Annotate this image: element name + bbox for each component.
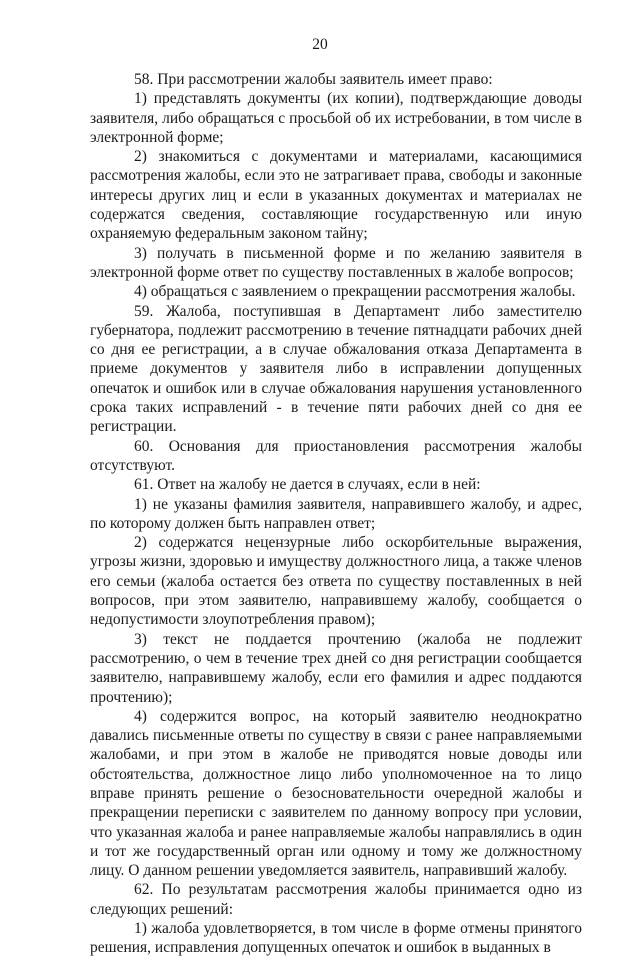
paragraph-58-item-4: 4) обращаться с заявлением о прекращении рассмотрения жалобы. [134,283,576,301]
paragraph-59: 59. Жалоба, поступившая в Департамент либо заместителю губернатора, подлежит рассмотрению в течение пятнадцати рабочих дней со дня ее регистрации, а в случае обжалования отказа Департамента в приеме документов у заявителя либо в исправлении допущенных опечаток и ошибок или в случае обжалования нарушения установленного срока таких исправлений - в течение пяти рабочих дней со дня ее регистрации. [90,302,582,436]
paragraph-60: 60. Основания для приостановления рассмотрения жалобы отсутствуют. [90,437,582,474]
paragraph-61-item-4: 4) содержится вопрос, на который заявителю неоднократно давались письменные ответы по существу в связи с ранее направляемыми жалобами, и при этом в жалобе не приводятся новые доводы или обстоятельства, должностное лицо либо уполномоченное на то лицо вправе принять решение о безосновательности очередной жалобы и прекращении переписки с заявителем по данному вопросу при условии, что указанная жалоба и ранее направляемые жалобы направлялись в один и тот же государственный орган или одному и тому же должностному лицу. О данном решении уведомляется заявитель, направивший жалобу. [90,707,582,880]
paragraph-61: 61. Ответ на жалобу не дается в случаях, если в ней: [134,476,481,494]
paragraph-61-item-3: 3) текст не поддается прочтению (жалоба не подлежит рассмотрению, о чем в течение трех дней со дня регистрации сообщается заявителю, направившему жалобу, если его фамилия и адрес поддаются прочтению); [90,630,582,706]
paragraph-58: 58. При рассмотрении жалобы заявитель имеет право: [134,71,493,88]
paragraph-62-item-1: 1) жалоба удовлетворяется, в том числе в форме отмены принятого решения, исправления допущенных опечаток и ошибок в выданных в [90,920,582,957]
paragraph-58-item-1: 1) представлять документы (их копии), подтверждающие доводы заявителя, либо обращаться с просьбой об их истребовании, в том числе в электронной форме; [90,90,582,146]
paragraph-61-item-1: 1) не указаны фамилия заявителя, направившего жалобу, и адрес, по которому должен быть направлен ответ; [90,495,582,532]
paragraph-58-item-3: 3) получать в письменной форме и по желанию заявителя в электронной форме ответ по существу поставленных в жалобе вопросов; [90,244,582,281]
paragraph-58-item-2: 2) знакомиться с документами и материалами, касающимися рассмотрения жалобы, если это не затрагивает права, свободы и законные интересы других лиц и если в указанных документах и материалах не содержатся сведения, составляющие государственную или иную охраняемую федеральным законом тайну; [90,148,582,243]
page-number: 20 [312,36,328,53]
document-body [90,70,582,958]
paragraph-61-item-2: 2) содержатся нецензурные либо оскорбительные выражения, угрозы жизни, здоровью и имуществу должностного лица, а также членов его семьи (жалоба остается без ответа по существу поставленных в ней вопросов, при этом заявителю, направившему жалобу, сообщается о недопустимости злоупотребления правом); [90,534,582,629]
paragraph-62: 62. По результатам рассмотрения жалобы принимается одно из следующих решений: [90,881,582,918]
